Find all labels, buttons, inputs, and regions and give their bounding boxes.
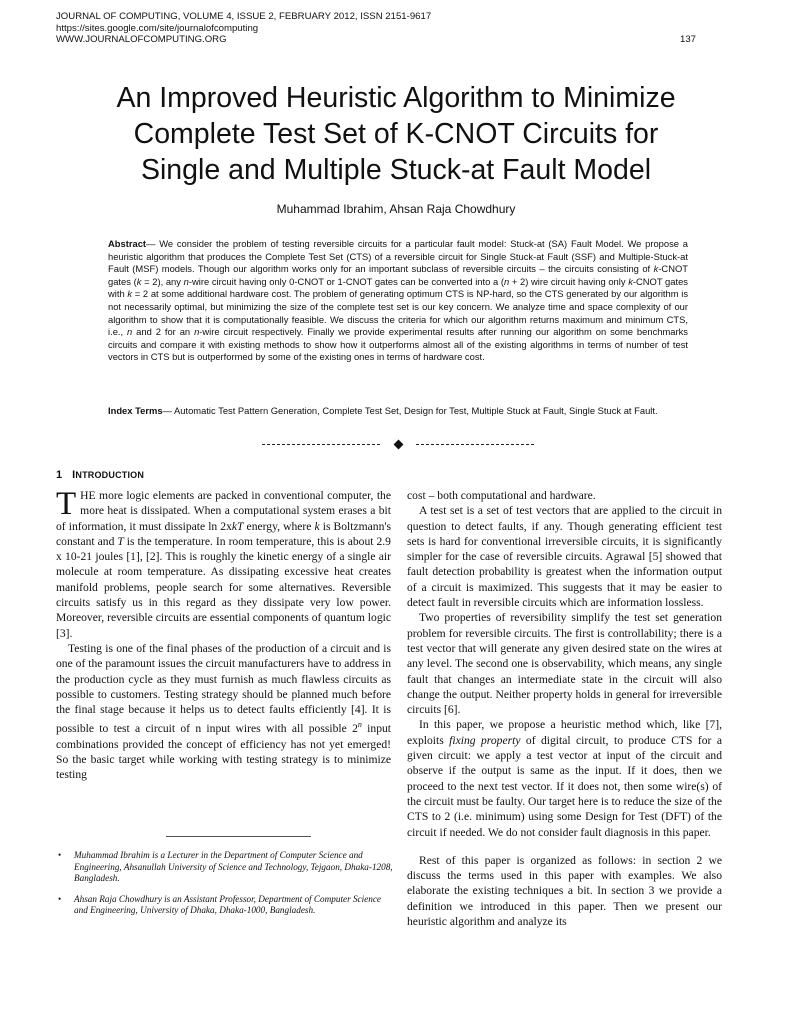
- paragraph-text: Testing is one of the final phases of the production of a circuit and is one of the paramount issues the circuit manufacturers have to address in the production cycle as they must furnish as much flawless circuits as possible to customers. Testing strategy should be planned much before the final stage because it helps us to detect faults efficiently [4]. It is possible to test a circuit of n input wires with all possible 2: [56, 641, 391, 736]
- paragraph-text: In this paper, we propose a heuristic method which, like [7], exploits: [407, 718, 722, 747]
- index-terms-text: Automatic Test Pattern Generation, Complete Test Set, Design for Test, Multiple Stuck at Fault, Single Stuck at Fault.: [174, 405, 658, 416]
- paragraph-text: energy, where: [243, 519, 315, 533]
- paper-title: [60, 80, 732, 188]
- abstract-dash: —: [146, 238, 160, 249]
- footnote-rule: [166, 836, 311, 837]
- right-column: [407, 488, 722, 929]
- paragraph-text: is Boltzmann's constant and: [56, 519, 392, 548]
- abstract-text: = 2 at some additional hardware cost. The problem of generating optimum CTS is NP-hard, so the CTS generated by our algorithm is not necessarily optimal, but minimizing the size of the complete test set is our key concern. We analyze time and space complexity of our algorithm to show that it is computationally feasible. We discuss the criteria for which our algorithm returns maximum and minimum CTS, i.e.,: [108, 288, 689, 338]
- drop-cap: T: [56, 486, 77, 522]
- abstract-text: -wire circuit having only 0-CNOT or 1-CNOT gates can be converted into a (: [188, 275, 504, 287]
- bullet-icon: •: [58, 893, 62, 904]
- diamond-icon: [393, 439, 403, 449]
- abstract-var: n: [183, 275, 189, 287]
- footnote-text: Muhammad Ibrahim is a Lecturer in the Department of Computer Science and Engineering, Ahsanullah University of Science and Technology, Tejgaon, Dhaka-1208, Bangladesh.: [74, 850, 393, 884]
- paragraph-text: HE more logic elements are packed in conventional computer, the more heat is dissipated. When a computational system erases a bit of information, it must dissipate ln 2x: [56, 489, 391, 533]
- abstract-text: -wire circuit respectively. Finally we provide experimental results after running our algorithm on some benchmarks circuits and compare it with existing methods to show how it outperforms almost all of the existing algorithms in terms of number of test vectors in CTS but is outperformed by some of the existing ones in terms of hardware cost.: [108, 326, 688, 363]
- footnotes: [56, 850, 394, 926]
- abstract-var: n: [194, 326, 200, 338]
- divider-dash-left: [262, 444, 380, 445]
- title-line-2: Complete Test Set of K-CNOT Circuits for: [133, 118, 659, 150]
- abstract-var: k: [127, 288, 133, 300]
- abstract-var: k: [136, 275, 142, 287]
- paragraph: [56, 641, 391, 783]
- abstract-text: = 2), any: [141, 275, 184, 287]
- footnote-item: [56, 850, 394, 885]
- abstract-var: k: [653, 263, 659, 275]
- footnote-item: [56, 894, 394, 917]
- abstract-label: Abstract: [108, 238, 147, 249]
- journal-url: https://sites.google.com/site/journalofcomputing: [56, 22, 259, 34]
- section-initial: I: [72, 469, 76, 481]
- divider-dash-right: [416, 444, 534, 445]
- running-header: [56, 11, 696, 46]
- superscript: n: [357, 720, 362, 730]
- paragraph: Two properties of reversibility simplify the test set generation problem for reversible circuits. The first is controllability; there is a test vector that will generate any given desired state on the wires at any level. The second one is observability, which means, any single fault that changes an intermediate state in the circuit will also change the output. Neither property holds in general for irreversible circuits [6].: [407, 611, 722, 717]
- paragraph: [407, 717, 722, 839]
- journal-line: JOURNAL OF COMPUTING, VOLUME 4, ISSUE 2, FEBRUARY 2012, ISSN 2151-9617: [56, 11, 432, 22]
- author-list: Muhammad Ibrahim, Ahsan Raja Chowdhury: [276, 202, 516, 216]
- paragraph: cost – both computational and hardware.: [407, 489, 596, 502]
- paragraph: Rest of this paper is organized as follows: in section 2 we discuss the terms used in this paper with examples. We also elaborate the existing techniques a bit. In section 3 we provide a definition we introduced in this paper. Then we present our heuristic algorithm and analyze its: [407, 853, 722, 929]
- paragraph-text: of digital circuit, to produce CTS for a given circuit: we apply a test vector at input of the circuit and observe if the output is same as the input. If it does, then we proceed to the next test vector. If it does not, then some wire(s) of the circuit must be faulty. Our target here is to reduce the size of the CTS to 2 (i.e. minimum) using some Design for Test (DFT) of the circuit if needed. We do not consider fault diagnosis in this paper.: [407, 733, 722, 839]
- abstract: [108, 238, 688, 364]
- paragraph: A test set is a set of test vectors that are applied to the circuit in question to detect faults, if any. Though generating efficient test sets is hard for conventional irreversible circuits, it is significantly simpler for the case of reversible circuits. Agrawal [5] showed that fault detection probability is greatest when the information output of a circuit is maximized. This suggests that it may be easier to detect fault in reversible circuits which are information lossless.: [407, 504, 722, 610]
- abstract-var: n: [127, 326, 133, 338]
- paragraph-text: input combinations provided the concept of efficiency has not yet emerged! So the basic target while working with testing strategy is to minimize testing: [56, 722, 392, 782]
- abstract-text: -CNOT gates with: [108, 275, 688, 300]
- abstract-text: and 2 for an: [132, 326, 195, 338]
- abstract-text: + 2) wire circuit having only: [509, 275, 629, 287]
- section-divider: [262, 436, 534, 452]
- paragraph-gap: [407, 840, 722, 853]
- index-terms-label: Index Terms: [108, 405, 163, 416]
- emphasis: fixing property: [449, 733, 521, 747]
- abstract-text: We consider the problem of testing reversible circuits for a particular fault model: Stuck-at (SA) Fault Model. We propose a heuristic algorithm that produces the Complete Test Set (CTS) of a reversible circuit for Single Stuck-at Fault (SSF) and Multiple-Stuck-at Fault (MSF) models. Though our algorithm works only for an important subclass of reversible circuits – the circuits consisting of: [108, 238, 688, 275]
- paragraph: [56, 488, 391, 641]
- index-terms: [108, 405, 688, 418]
- index-terms-dash: —: [162, 405, 175, 416]
- abstract-var: n: [504, 275, 510, 287]
- left-column: [56, 488, 391, 783]
- section-title-rest: NTRODUCTION: [75, 470, 145, 480]
- title-line-3: Single and Multiple Stuck-at Fault Model: [140, 154, 652, 186]
- abstract-var: k: [628, 275, 633, 287]
- title-line-1: An Improved Heuristic Algorithm to Minimize: [116, 82, 676, 114]
- section-number: 1: [56, 469, 63, 481]
- journal-website: WWW.JOURNALOFCOMPUTING.ORG: [56, 34, 227, 46]
- page-number: 137: [679, 34, 696, 45]
- footnote-text: Ahsan Raja Chowdhury is an Assistant Professor, Department of Computer Science and Engineering, University of Dhaka, Dhaka-1000, Bangladesh.: [74, 893, 382, 916]
- math-var: k: [314, 519, 320, 533]
- bullet-icon: •: [58, 850, 62, 860]
- math-var: kT: [231, 519, 244, 533]
- math-var: T: [117, 534, 124, 548]
- abstract-text: -CNOT gates (: [108, 263, 688, 287]
- paragraph-text: is the temperature. In room temperature, this is about 2.9 x 10-21 joules [1], [2]. This is roughly the kinetic energy of a single air molecule at room temperature. As dissipating excessive heat creates manifold problems, people search for some alternatives. Reversible circuits satisfy us in this regard as they dissipate very low power. Moreover, reversible circuits are essential components of quantum logic [3].: [56, 534, 391, 640]
- section-heading: [56, 469, 144, 481]
